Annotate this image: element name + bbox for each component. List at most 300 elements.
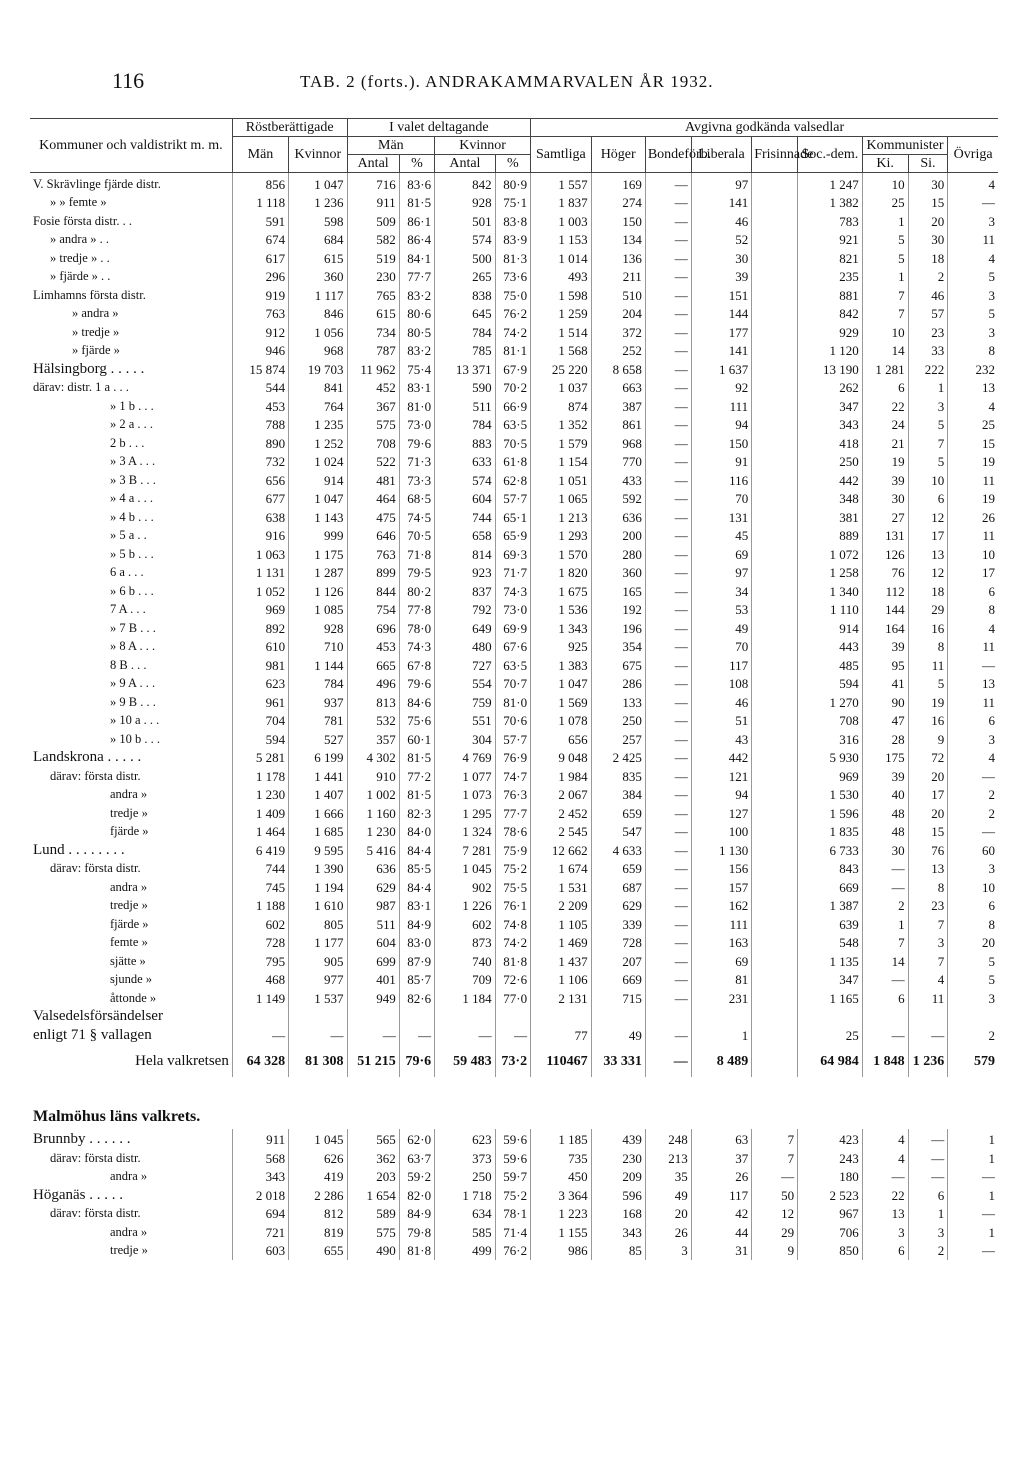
table-cell: 252: [591, 342, 645, 361]
table-cell: 821: [798, 249, 863, 268]
header-pct-man: %: [399, 155, 434, 173]
table-cell: —: [948, 1205, 998, 1224]
table-cell: 706: [798, 1223, 863, 1242]
table-cell: —: [948, 1242, 998, 1261]
district-name: tredje »: [110, 898, 148, 913]
table-cell: —: [645, 971, 691, 990]
table-cell: [752, 915, 798, 934]
district-name: » 5 b . . .: [110, 546, 154, 561]
table-row: [30, 434, 998, 453]
table-cell: 3: [948, 286, 998, 305]
table-cell: 6: [948, 582, 998, 601]
table-cell: [752, 638, 798, 657]
table-row: [30, 952, 998, 971]
table-cell: 83·1: [399, 897, 434, 916]
table-row: [30, 730, 998, 749]
table-row: [30, 508, 998, 527]
table-cell: 250: [798, 453, 863, 472]
district-name: därav: första distr.: [50, 861, 141, 876]
table-body-section2: [30, 1129, 998, 1261]
header-man: Män: [232, 137, 288, 173]
table-cell: 708: [347, 434, 399, 453]
table-cell: 51 215: [347, 1045, 399, 1077]
table-row: [30, 305, 998, 324]
table-cell: 442: [798, 471, 863, 490]
table-cell: 20: [908, 804, 948, 823]
table-cell: 759: [435, 693, 495, 712]
table-cell: 1 270: [798, 693, 863, 712]
table-cell: 3: [948, 860, 998, 879]
table-cell: 62·0: [399, 1129, 434, 1150]
table-cell: 1 531: [531, 878, 591, 897]
table-row: [30, 231, 998, 250]
table-cell: 82·6: [399, 989, 434, 1008]
table-cell: 11: [908, 656, 948, 675]
table-cell: [752, 268, 798, 287]
table-cell: [752, 971, 798, 990]
table-cell: 64 984: [798, 1045, 863, 1077]
table-cell: 162: [691, 897, 751, 916]
table-cell: 1 105: [531, 915, 591, 934]
table-cell: 12: [908, 564, 948, 583]
table-cell: [752, 656, 798, 675]
table-cell: —: [645, 249, 691, 268]
table-cell: 2: [862, 897, 908, 916]
table-cell: 29: [752, 1223, 798, 1242]
table-cell: 527: [289, 730, 347, 749]
table-cell: 70: [691, 638, 751, 657]
table-cell: 63·7: [399, 1149, 434, 1168]
table-cell: 1 437: [531, 952, 591, 971]
table-cell: 1 003: [531, 212, 591, 231]
table-cell: 25 220: [531, 360, 591, 379]
district-name: » 4 b . . .: [110, 509, 154, 524]
table-cell: 381: [798, 508, 863, 527]
table-cell: 2: [948, 1026, 998, 1045]
table-cell: 50: [752, 1186, 798, 1205]
table-cell: 1 530: [798, 786, 863, 805]
table-cell: [752, 1045, 798, 1077]
table-cell: 6 419: [232, 841, 288, 860]
table-cell: 2 425: [591, 749, 645, 768]
table-cell: 3: [948, 323, 998, 342]
table-cell: 919: [232, 286, 288, 305]
table-cell: [752, 1026, 798, 1045]
table-cell: 590: [435, 379, 495, 398]
table-cell: 73·3: [399, 471, 434, 490]
district-name: 6 a . . .: [110, 565, 144, 580]
table-cell: 784: [289, 675, 347, 694]
table-cell: 53: [691, 601, 751, 620]
table-cell: 177: [691, 323, 751, 342]
table-cell: 76·2: [495, 1242, 530, 1261]
table-cell: 850: [798, 1242, 863, 1261]
table-cell: 921: [798, 231, 863, 250]
table-cell: 100: [691, 823, 751, 842]
table-cell: 634: [435, 1205, 495, 1224]
table-cell: 29: [908, 601, 948, 620]
table-cell: 929: [798, 323, 863, 342]
table-row: [30, 934, 998, 953]
table-cell: 925: [531, 638, 591, 657]
table-cell: 554: [435, 675, 495, 694]
table-cell: 1: [948, 1129, 998, 1150]
table-cell: 63·5: [495, 656, 530, 675]
table-cell: —: [645, 1045, 691, 1077]
section-heading-body: [30, 1077, 998, 1129]
table-cell: 1 324: [435, 823, 495, 842]
table-cell: 48: [862, 804, 908, 823]
table-cell: 728: [591, 934, 645, 953]
table-cell: 84·9: [399, 915, 434, 934]
table-cell: 19: [862, 453, 908, 472]
table-cell: 81·8: [495, 952, 530, 971]
table-cell: 1 110: [798, 601, 863, 620]
table-cell: 10: [862, 323, 908, 342]
table-cell: 85: [591, 1242, 645, 1261]
table-cell: 230: [347, 268, 399, 287]
table-cell: 1: [908, 1205, 948, 1224]
table-cell: 656: [232, 471, 288, 490]
table-cell: 83·0: [399, 934, 434, 953]
table-cell: —: [645, 323, 691, 342]
table-cell: 117: [691, 656, 751, 675]
district-name: Fosie första distr. . .: [33, 213, 132, 228]
header-samtliga: Samtliga: [531, 137, 591, 173]
table-cell: 84·4: [399, 878, 434, 897]
table-cell: 770: [591, 453, 645, 472]
header-kommuner: Kommuner och valdistrikt m. m.: [30, 119, 232, 173]
table-row: [30, 712, 998, 731]
header-hoger: Höger: [591, 137, 645, 173]
district-name: » 10 b . . .: [110, 731, 160, 746]
district-name: » 7 B . . .: [110, 620, 156, 635]
total-row: [30, 1045, 998, 1077]
table-cell: 881: [798, 286, 863, 305]
table-cell: 286: [591, 675, 645, 694]
table-cell: 75·0: [495, 286, 530, 305]
district-name: tredje »: [110, 805, 148, 820]
table-cell: 11: [948, 638, 998, 657]
table-cell: 1 154: [531, 453, 591, 472]
table-cell: 243: [798, 1149, 863, 1168]
table-row: [30, 471, 998, 490]
table-cell: 74·8: [495, 915, 530, 934]
table-cell: 1 045: [289, 1129, 347, 1150]
table-cell: 1 126: [289, 582, 347, 601]
table-cell: 8 489: [691, 1045, 751, 1077]
table-cell: 110467: [531, 1045, 591, 1077]
table-cell: 910: [347, 767, 399, 786]
table-cell: 5: [948, 971, 998, 990]
table-cell: 1 056: [289, 323, 347, 342]
table-cell: 70·2: [495, 379, 530, 398]
table-cell: 792: [435, 601, 495, 620]
table-cell: 45: [691, 527, 751, 546]
table-cell: 39: [862, 767, 908, 786]
table-cell: 68·5: [399, 490, 434, 509]
table-cell: 598: [289, 212, 347, 231]
table-cell: 819: [289, 1223, 347, 1242]
header-rostberattigade: Röstberättigade: [232, 119, 347, 137]
table-cell: 3: [862, 1223, 908, 1242]
table-cell: 222: [908, 360, 948, 379]
table-cell: 795: [232, 952, 288, 971]
table-cell: 17: [908, 527, 948, 546]
table-cell: 77·7: [495, 804, 530, 823]
table-cell: 11: [948, 527, 998, 546]
table-cell: 594: [798, 675, 863, 694]
table-cell: [399, 1008, 434, 1027]
table-cell: 1 177: [289, 934, 347, 953]
table-row: [30, 601, 998, 620]
table-cell: 3 364: [531, 1186, 591, 1205]
table-cell: 1 820: [531, 564, 591, 583]
table-cell: 2 523: [798, 1186, 863, 1205]
table-cell: 675: [591, 656, 645, 675]
table-cell: 1 078: [531, 712, 591, 731]
table-cell: [531, 1008, 591, 1027]
table-cell: 899: [347, 564, 399, 583]
table-row: [30, 360, 998, 379]
table-cell: 59·7: [495, 1168, 530, 1187]
table-cell: 360: [591, 564, 645, 583]
table-cell: 83·9: [495, 231, 530, 250]
table-cell: 961: [232, 693, 288, 712]
table-cell: 77·2: [399, 767, 434, 786]
table-cell: 73·6: [495, 268, 530, 287]
table-cell: —: [645, 915, 691, 934]
table-cell: 10: [862, 173, 908, 194]
table-row: [30, 212, 998, 231]
table-cell: 373: [435, 1149, 495, 1168]
table-cell: —: [908, 1149, 948, 1168]
table-cell: —: [645, 749, 691, 768]
table-cell: —: [645, 693, 691, 712]
table-cell: 591: [232, 212, 288, 231]
table-cell: 76·2: [495, 305, 530, 324]
table-cell: 1 178: [232, 767, 288, 786]
table-cell: 443: [798, 638, 863, 657]
table-cell: 1 295: [435, 804, 495, 823]
header-antal-kvinnor: Antal: [435, 155, 495, 173]
table-cell: 1 568: [531, 342, 591, 361]
table-cell: 453: [347, 638, 399, 657]
table-cell: —: [645, 730, 691, 749]
table-cell: 582: [347, 231, 399, 250]
table-cell: 1 131: [232, 564, 288, 583]
table-cell: 949: [347, 989, 399, 1008]
table-cell: 5 416: [347, 841, 399, 860]
table-cell: 76·1: [495, 897, 530, 916]
table-cell: 419: [289, 1168, 347, 1187]
table-cell: 2 067: [531, 786, 591, 805]
table-cell: 94: [691, 416, 751, 435]
table-cell: 687: [591, 878, 645, 897]
table-cell: 663: [591, 379, 645, 398]
table-cell: 1 674: [531, 860, 591, 879]
table-cell: 74·3: [399, 638, 434, 657]
table-cell: 837: [435, 582, 495, 601]
table-cell: —: [645, 767, 691, 786]
table-cell: 3: [908, 1223, 948, 1242]
table-cell: 1 685: [289, 823, 347, 842]
table-cell: [752, 601, 798, 620]
district-name: därav: första distr.: [50, 1150, 141, 1165]
table-cell: 31: [691, 1242, 751, 1261]
table-cell: 11: [948, 231, 998, 250]
table-cell: 4: [908, 971, 948, 990]
table-cell: 150: [591, 212, 645, 231]
table-cell: —: [347, 1026, 399, 1045]
table-row: [30, 860, 998, 879]
table-cell: 80·9: [495, 173, 530, 194]
table-cell: 1 135: [798, 952, 863, 971]
table-cell: 6 733: [798, 841, 863, 860]
table-cell: 532: [347, 712, 399, 731]
table-cell: 1 984: [531, 767, 591, 786]
table-cell: 33: [908, 342, 948, 361]
table-row: [30, 249, 998, 268]
table-cell: 1 666: [289, 804, 347, 823]
table-cell: 843: [798, 860, 863, 879]
table-cell: 3: [948, 730, 998, 749]
district-name: andra »: [110, 787, 148, 802]
table-cell: 8: [948, 342, 998, 361]
table-cell: 69: [691, 952, 751, 971]
district-name: » andra » . .: [50, 232, 110, 247]
table-cell: 63·5: [495, 416, 530, 435]
table-cell: 1 047: [289, 173, 347, 194]
table-cell: 64 328: [232, 1045, 288, 1077]
table-cell: [752, 767, 798, 786]
table-cell: [591, 1008, 645, 1027]
table-cell: 265: [435, 268, 495, 287]
table-cell: 84·0: [399, 823, 434, 842]
table-cell: 84·6: [399, 693, 434, 712]
table-cell: 75·2: [495, 860, 530, 879]
table-cell: 999: [289, 527, 347, 546]
table-cell: —: [645, 989, 691, 1008]
table-cell: 134: [591, 231, 645, 250]
table-cell: 1 213: [531, 508, 591, 527]
table-cell: —: [645, 952, 691, 971]
table-cell: 387: [591, 397, 645, 416]
table-cell: [752, 416, 798, 435]
table-cell: 20: [645, 1205, 691, 1224]
table-cell: 7 281: [435, 841, 495, 860]
table-cell: 6: [908, 490, 948, 509]
table-cell: 67·8: [399, 656, 434, 675]
table-cell: 490: [347, 1242, 399, 1261]
table-cell: 49: [691, 619, 751, 638]
table-row: [30, 675, 998, 694]
table-cell: 127: [691, 804, 751, 823]
table-cell: 923: [435, 564, 495, 583]
table-cell: —: [645, 564, 691, 583]
table-cell: 1 469: [531, 934, 591, 953]
district-name: » 4 a . . .: [110, 491, 154, 506]
table-cell: 25: [862, 194, 908, 213]
table-cell: 15: [908, 194, 948, 213]
table-cell: —: [645, 397, 691, 416]
table-cell: 4: [948, 249, 998, 268]
table-cell: 638: [232, 508, 288, 527]
table-cell: 969: [232, 601, 288, 620]
table-cell: 1 570: [531, 545, 591, 564]
table-cell: 75·9: [495, 841, 530, 860]
table-cell: —: [645, 934, 691, 953]
table-cell: 1 557: [531, 173, 591, 194]
table-cell: 574: [435, 471, 495, 490]
table-cell: —: [948, 656, 998, 675]
table-cell: 511: [435, 397, 495, 416]
table-cell: 112: [862, 582, 908, 601]
table-cell: 79·8: [399, 1223, 434, 1242]
table-cell: 646: [347, 527, 399, 546]
table-cell: —: [289, 1026, 347, 1045]
table-cell: —: [435, 1026, 495, 1045]
table-cell: 1 718: [435, 1186, 495, 1205]
table-cell: 35: [645, 1168, 691, 1187]
district-name: Valsedelsförsändelser: [33, 1008, 163, 1025]
district-name: Hela valkretsen: [135, 1053, 229, 1069]
district-name: » 2 a . . .: [110, 417, 154, 432]
table-cell: 1 610: [289, 897, 347, 916]
table-cell: 937: [289, 693, 347, 712]
table-cell: 80·2: [399, 582, 434, 601]
table-cell: —: [645, 897, 691, 916]
table-cell: [798, 1008, 863, 1027]
table-cell: 10: [948, 545, 998, 564]
table-cell: 71·4: [495, 1223, 530, 1242]
table-cell: 1 194: [289, 878, 347, 897]
table-cell: 1 235: [289, 416, 347, 435]
table-cell: 69·3: [495, 545, 530, 564]
table-cell: 4: [948, 173, 998, 194]
table-cell: 26: [645, 1223, 691, 1242]
table-cell: 196: [591, 619, 645, 638]
table-row: [30, 527, 998, 546]
table-cell: [752, 693, 798, 712]
district-name: » 3 A . . .: [110, 454, 156, 469]
table-cell: 90: [862, 693, 908, 712]
table-cell: [752, 323, 798, 342]
table-cell: 418: [798, 434, 863, 453]
table-cell: 9 595: [289, 841, 347, 860]
table-cell: 81·1: [495, 342, 530, 361]
table-cell: —: [645, 638, 691, 657]
table-cell: 813: [347, 693, 399, 712]
table-cell: 116: [691, 471, 751, 490]
table-cell: 5: [948, 952, 998, 971]
district-name: » 9 A . . .: [110, 676, 156, 691]
table-cell: 70·5: [399, 527, 434, 546]
table-cell: 709: [435, 971, 495, 990]
table-cell: 8: [948, 915, 998, 934]
table-cell: —: [645, 173, 691, 194]
table-cell: 977: [289, 971, 347, 990]
table-cell: 575: [347, 416, 399, 435]
table-cell: 76·9: [495, 749, 530, 768]
table-cell: 1 236: [908, 1045, 948, 1077]
table-cell: 13 190: [798, 360, 863, 379]
table-cell: —: [948, 823, 998, 842]
table-cell: 401: [347, 971, 399, 990]
table-cell: 6: [862, 1242, 908, 1261]
table-cell: 92: [691, 379, 751, 398]
table-cell: [752, 379, 798, 398]
